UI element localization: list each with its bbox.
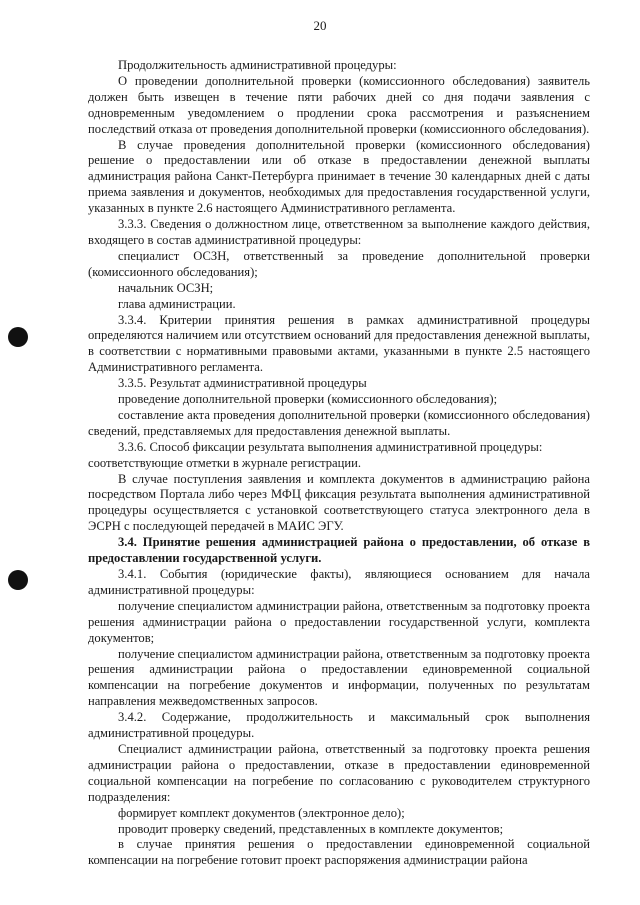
binder-hole-icon [8, 570, 28, 590]
section-heading: 3.4. Принятие решения администрацией района о предоставлении, об отказе в предоставлении государственной услуги. [88, 535, 590, 566]
paragraph: получение специалистом администрации района, ответственным за подготовку проекта решения администрации района о предоставлении единовременной социальной компенсации на погребение документов и информации, полученных по результатам направления межведомственных запросов. [88, 646, 590, 709]
page-number: 20 [313, 18, 327, 33]
paragraph: Специалист администрации района, ответственный за подготовку проекта решения администрации района о предоставлении, отказе в предоставлении единовременной социальной компенсации на погребение по согласованию с руководителем структурного подразделения: [88, 741, 590, 804]
paragraph: 3.4.1. События (юридические факты), являющиеся основанием для начала административной процедуры: [88, 567, 590, 597]
paragraph: в случае принятия решения о предоставлении единовременной социальной компенсации на погребение готовит проект распоряжения администрации района [88, 837, 590, 868]
paragraph: 3.4.2. Содержание, продолжительность и максимальный срок выполнения административной процедуры. [88, 710, 590, 741]
paragraph: В случае поступления заявления и комплекта документов в администрацию района посредством Портала либо через МФЦ фиксация результата выполнения административной процедуры осуществляется с установкой соответствующего статуса электронного дела в ЭСРН с последующей передачей в МАИС ЭГУ. [88, 471, 590, 534]
paragraph: 3.3.4. Критерии принятия решения в рамках административной процедуры определяются наличием или отсутствием оснований для предоставления денежной выплаты, в соответствии с нормативными правовыми актами, указанными в пункте 2.5 настоящего Административного регламента. [88, 312, 590, 375]
paragraph: О проведении дополнительной проверки (комиссионного обследования) заявитель должен быть извещен в течение пяти рабочих дней со дня подачи заявления с одновременным уведомлением о продлении срока рассмотрения и разъяснением последствий отказа от проведения дополнительной проверки (комиссионного обследования). [88, 73, 590, 136]
paragraph: специалист ОСЗН, ответственный за проведение дополнительной проверки (комиссионного обследования); [88, 248, 590, 279]
paragraph: соответствующие отметки в журнале регистрации. [88, 455, 361, 470]
paragraph: начальник ОСЗН; [118, 280, 214, 295]
binder-hole-icon [8, 327, 28, 347]
paragraph: Продолжительность административной процедуры: [118, 58, 397, 72]
paragraph: 3.3.6. Способ фиксации результата выполнения административной процедуры: [118, 439, 543, 454]
paragraph: проведение дополнительной проверки (комиссионного обследования); [118, 392, 498, 407]
document-body [88, 58, 590, 869]
paragraph: формирует комплект документов (электронное дело); [118, 805, 405, 820]
paragraph: 3.3.3. Сведения о должностном лице, ответственном за выполнение каждого действия, входящего в состав административной процедуры: [88, 217, 590, 247]
paragraph: проводит проверку сведений, представленных в комплекте документов; [118, 821, 504, 836]
paragraph: получение специалистом администрации района, ответственным за подготовку проекта решения администрации района о предоставлении государственной услуги, комплекта документов; [88, 598, 590, 645]
paragraph: 3.3.5. Результат административной процедуры [118, 376, 367, 391]
paragraph: В случае проведения дополнительной проверки (комиссионного обследования) решение о предоставлении или об отказе в предоставлении денежной выплаты администрация района Санкт-Петербурга принимает в течение 30 календарных дней с даты приема заявления и документов, необходимых для предоставления государственной услуги, указанных в пункте 2.6 настоящего Административного регламента. [88, 137, 590, 216]
paragraph: составление акта проведения дополнительной проверки (комиссионного обследования) сведений, представляемых для предоставления денежной выплаты. [88, 407, 590, 438]
paragraph: глава администрации. [118, 296, 236, 311]
